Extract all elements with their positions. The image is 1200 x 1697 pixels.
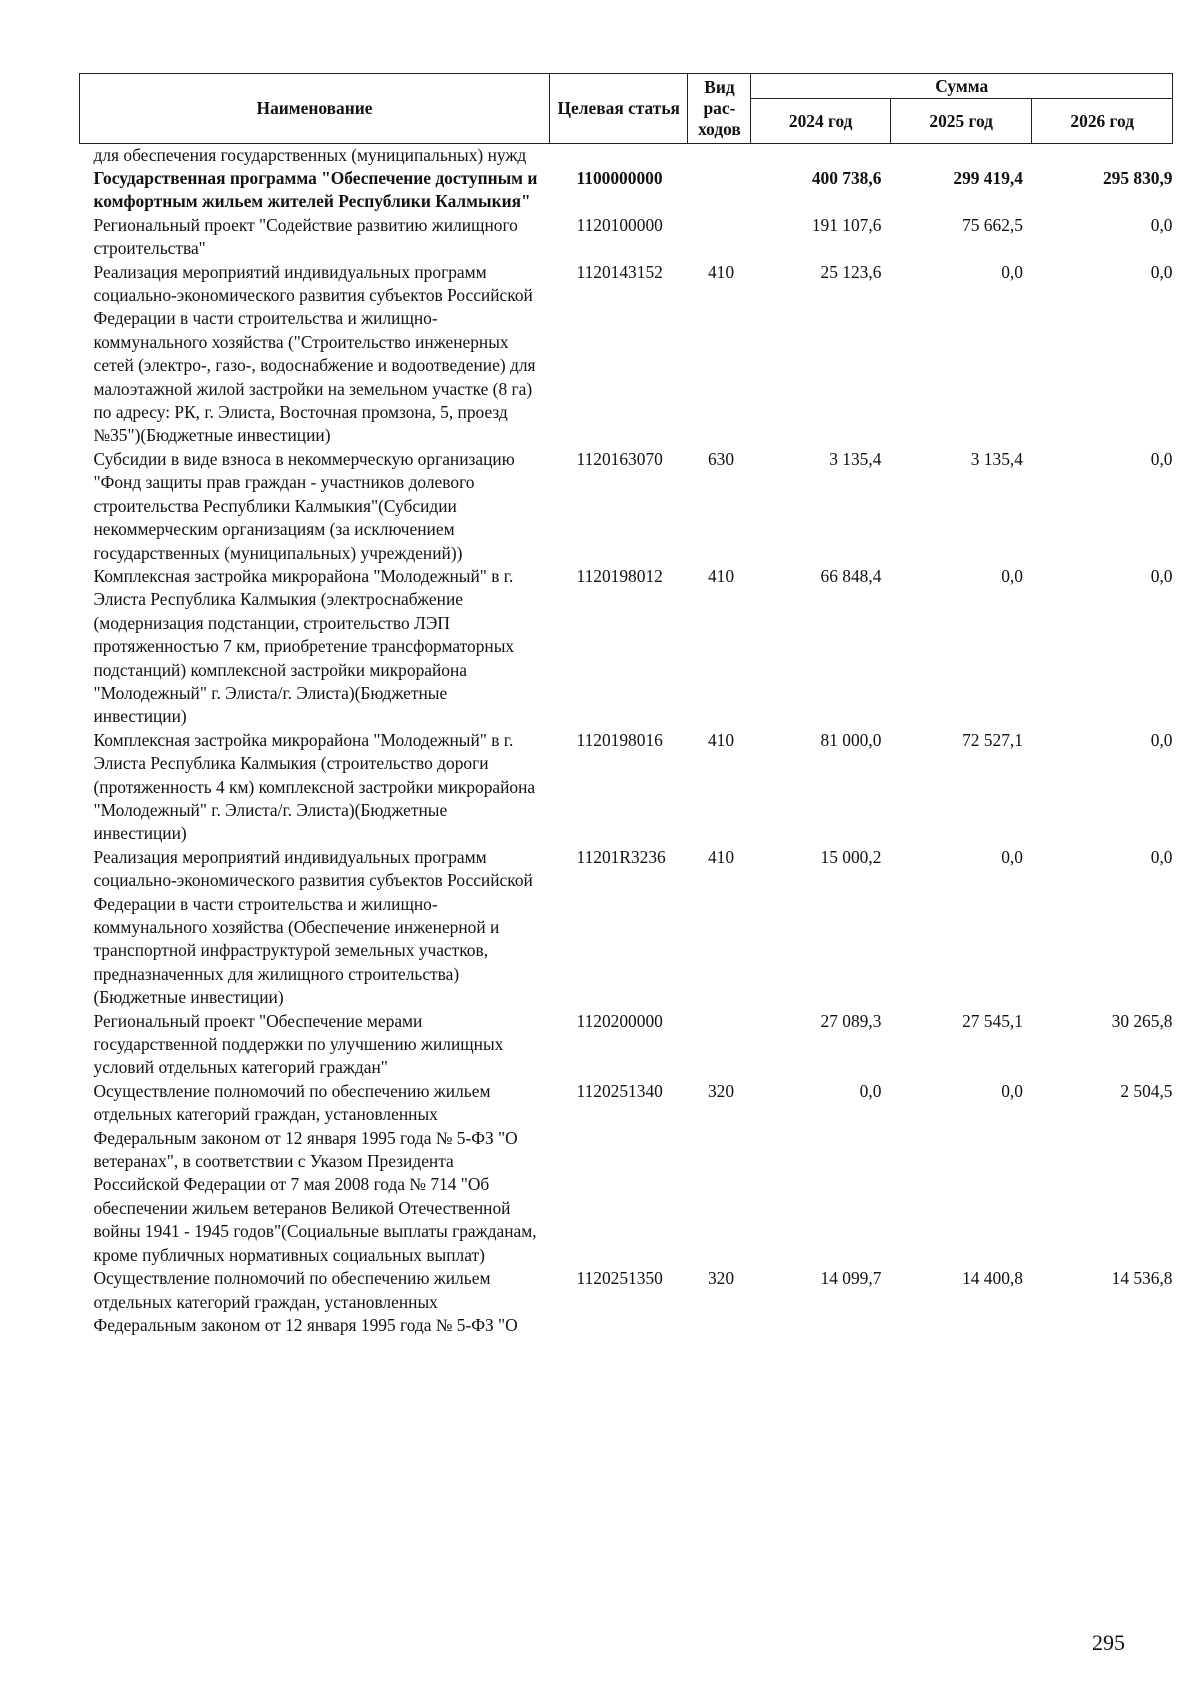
table-row (80, 729, 1173, 846)
row-kind (688, 214, 751, 261)
row-name: Реализация мероприятий индивидуальных программ социально-экономического развития субъектов Российской Федерации в части строительства и жилищно-коммунального хозяйства ("Строительство инженерных сетей (электро-, газо-, водоснабжение и водоотведение) для малоэтажной жилой застройки на земельном участке (8 га) по адресу: РК, г. Элиста, Восточная промзона, 5, проезд №35")(Бюджетные инвестиции) (93, 261, 536, 446)
row-amount-2026: 0,0 (1150, 565, 1173, 586)
row-code (550, 144, 688, 168)
row-amount-2024: 81 000,0 (820, 729, 882, 750)
row-code: 1100000000 (576, 168, 663, 188)
table-row (80, 1267, 1173, 1337)
table-row (80, 214, 1173, 261)
row-name: Реализация мероприятий индивидуальных программ социально-экономического развития субъектов Российской Федерации в части строительства и жилищно-коммунального хозяйства (Обеспечение инженерной и транспортной инфраструктурой земельных участков, предназначенных для жилищного строительства)(Бюджетные инвестиции) (93, 846, 533, 1008)
page-number: 295 (1092, 1630, 1125, 1655)
row-name: Осуществление полномочий по обеспечению жильем отдельных категорий граждан, установленных Федеральным законом от 12 января 1995 года № 5-ФЗ "О (93, 1268, 518, 1335)
row-amount-2026 (1032, 144, 1173, 168)
table-row (80, 846, 1173, 1010)
row-kind (688, 144, 751, 168)
row-code: 1120163070 (576, 448, 663, 469)
row-name: Региональный проект "Содействие развитию жилищного строительства" (93, 214, 518, 259)
row-amount-2026: 0,0 (1150, 729, 1173, 750)
row-name: Комплексная застройка микрорайона "Молодежный" в г. Элиста Республика Калмыкия (электроснабжение (модернизация подстанции, строительство ЛЭП протяженностью 7 км, приобретение трансформаторных подстанций) комплексной застройки микрорайона "Молодежный" г. Элиста/г. Элиста)(Бюджетные инвестиции) (93, 565, 515, 727)
row-code: 1120200000 (576, 1010, 663, 1031)
header-year-2025: 2025 год (890, 99, 1032, 144)
header-year-2026: 2026 год (1032, 99, 1173, 144)
row-amount-2026: 0,0 (1150, 846, 1173, 867)
row-kind (688, 1010, 751, 1080)
row-amount-2026: 0,0 (1150, 448, 1173, 469)
header-name: Наименование (80, 74, 550, 144)
table-row (80, 261, 1173, 448)
row-amount-2026: 0,0 (1150, 261, 1173, 282)
row-amount-2026: 2 504,5 (1120, 1080, 1173, 1101)
row-name: для обеспечения государственных (муниципальных) нужд (93, 145, 527, 165)
row-code: 1120251350 (576, 1268, 663, 1289)
row-amount-2024: 0,0 (859, 1080, 882, 1101)
row-kind: 320 (707, 1080, 735, 1101)
row-amount-2024: 15 000,2 (820, 846, 882, 867)
row-amount-2025: 3 135,4 (970, 448, 1023, 469)
table-row (80, 1080, 1173, 1267)
row-kind: 410 (707, 846, 735, 867)
row-amount-2024 (751, 144, 890, 168)
table-row (80, 144, 1173, 168)
table-header (80, 74, 1173, 144)
row-amount-2026: 295 830,9 (1102, 168, 1173, 188)
row-kind: 320 (707, 1268, 735, 1289)
row-amount-2024: 25 123,6 (820, 261, 882, 282)
table-row (80, 565, 1173, 729)
table-row (80, 1010, 1173, 1080)
table-row (80, 448, 1173, 565)
row-amount-2025: 0,0 (1001, 261, 1023, 282)
row-amount-2025: 75 662,5 (962, 214, 1023, 235)
row-code: 1120143152 (576, 261, 663, 282)
row-code: 1120198012 (576, 565, 663, 586)
budget-table (79, 73, 1173, 1337)
header-kind: Вид рас-ходов (688, 74, 751, 144)
row-kind: 410 (707, 261, 735, 282)
row-kind: 630 (707, 448, 735, 469)
row-name: Комплексная застройка микрорайона "Молодежный" в г. Элиста Республика Калмыкия (строительство дороги (протяженность 4 км) комплексной застройки микрорайона "Молодежный" г. Элиста/г. Элиста)(Бюджетные инвестиции) (93, 729, 536, 844)
row-name: Субсидии в виде взноса в некоммерческую организацию "Фонд защиты прав граждан - участников долевого строительства Республики Калмыкия"(Субсидии некоммерческим организациям (за исключением государственных (муниципальных) учреждений)) (93, 448, 515, 563)
row-name: Региональный проект "Обеспечение мерами государственной поддержки по улучшению жилищных условий отдельных категорий граждан" (93, 1010, 504, 1078)
row-amount-2025: 299 419,4 (953, 168, 1023, 188)
row-amount-2026: 14 536,8 (1111, 1268, 1173, 1289)
row-kind (688, 167, 751, 214)
row-amount-2024: 66 848,4 (820, 565, 882, 586)
header-code: Целевая статья (550, 74, 688, 144)
row-code: 11201R3236 (576, 846, 666, 867)
row-name: Государственная программа "Обеспечение доступным и комфортным жильем жителей Республики Калмыкия" (93, 168, 538, 212)
row-kind: 410 (707, 729, 735, 750)
table-body (80, 144, 1173, 1338)
row-amount-2024: 14 099,7 (820, 1268, 882, 1289)
row-amount-2025 (890, 144, 1032, 168)
row-amount-2025: 0,0 (1001, 565, 1023, 586)
row-amount-2025: 0,0 (1001, 1080, 1023, 1101)
row-amount-2024: 3 135,4 (829, 448, 882, 469)
row-code: 1120100000 (576, 214, 663, 235)
row-amount-2025: 72 527,1 (962, 729, 1023, 750)
row-amount-2026: 30 265,8 (1111, 1010, 1173, 1031)
row-amount-2026: 0,0 (1150, 214, 1173, 235)
row-amount-2024: 27 089,3 (820, 1010, 882, 1031)
row-amount-2025: 0,0 (1001, 846, 1023, 867)
header-sum: Сумма (751, 74, 1173, 99)
row-amount-2025: 27 545,1 (962, 1010, 1023, 1031)
table-row (80, 167, 1173, 214)
row-kind: 410 (707, 565, 735, 586)
row-amount-2024: 400 738,6 (811, 168, 882, 188)
row-amount-2025: 14 400,8 (962, 1268, 1023, 1289)
row-code: 1120198016 (576, 729, 663, 750)
header-year-2024: 2024 год (751, 99, 890, 144)
row-name: Осуществление полномочий по обеспечению жильем отдельных категорий граждан, установленных Федеральным законом от 12 января 1995 года № 5-ФЗ "О ветеранах", в соответствии с Указом Президента Российской Федерации от 7 мая 2008 года № 714 "Об обеспечении жильем ветеранов Великой Отечественной войны 1941 - 1945 годов"(Социальные выплаты гражданам, кроме публичных нормативных социальных выплат) (93, 1080, 537, 1265)
row-code: 1120251340 (576, 1080, 663, 1101)
row-amount-2024: 191 107,6 (811, 214, 882, 235)
